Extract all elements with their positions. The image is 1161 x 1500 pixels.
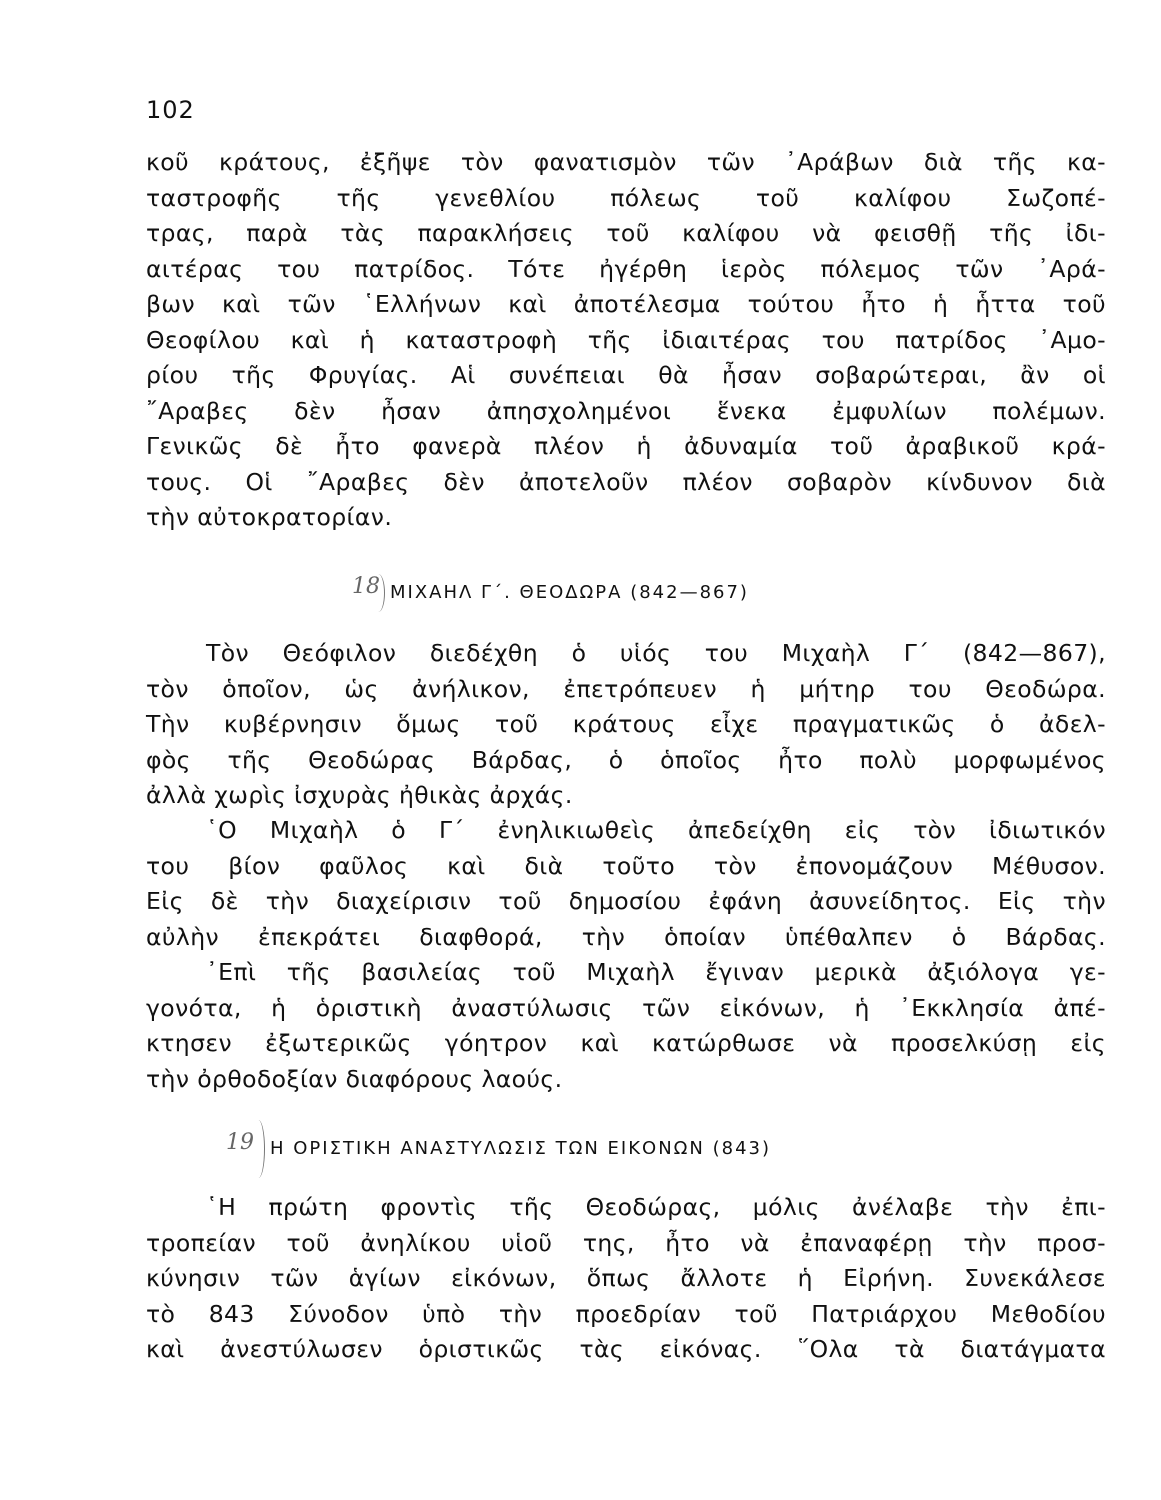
marginal-note-19: 19 <box>226 1130 254 1155</box>
text-line: Εἰς δὲ τὴν διαχείρισιν τοῦ δημοσίου ἐφάνη ἀσυνείδητος. Εἰς τὴν <box>146 887 1106 915</box>
text-line: βων καὶ τῶν ῾Ελλήνων καὶ ἀποτέλεσμα τούτου ἦτο ἡ ἧττα τοῦ <box>146 290 1106 318</box>
marginal-bracket <box>372 574 385 612</box>
text-line: αιτέρας του πατρίδος. Τότε ἠγέρθη ἱερὸς πόλεμος τῶν ᾿Αρά- <box>146 254 1106 283</box>
text-line: του βίον φαῦλος καὶ διὰ τοῦτο τὸν ἐπονομάζουν Μέθυσον. <box>146 851 1106 880</box>
text-line: ῎Αραβες δὲν ἦσαν ἀπησχολημένοι ἕνεκα ἐμφυλίων πολέμων. <box>146 396 1106 425</box>
text-line: γονότα, ἡ ὁριστικὴ ἀναστύλωσις τῶν εἰκόνων, ἡ ᾿Εκκλησία ἀπέ- <box>146 993 1106 1022</box>
text-line: φὸς τῆς Θεοδώρας Βάρδας, ὁ ὁποῖος ἦτο πολὺ μορφωμένος <box>146 745 1106 774</box>
section-heading-icons: Η ΟΡΙΣΤΙΚΗ ΑΝΑΣΤΥΛΩΣΙΣ ΤΩΝ ΕΙΚΟΝΩΝ (843) <box>270 1138 772 1159</box>
text-line: ῾Ο Μιχαὴλ ὁ Γ΄ ἐνηλικιωθεὶς ἀπεδείχθη εἰς τὸν ἰδιωτικόν <box>206 816 1106 844</box>
text-line: ῾Η πρώτη φροντὶς τῆς Θεοδώρας, μόλις ἀνέλαβε τὴν ἐπι- <box>206 1193 1106 1221</box>
section-1-paragraph-3 <box>146 955 1106 1097</box>
text-line: ἀλλὰ χωρὶς ἰσχυρὰς ἠθικὰς ἀρχάς. <box>146 781 573 809</box>
text-line: ρίου τῆς Φρυγίας. Αἱ συνέπειαι θὰ ἦσαν σοβαρώτεραι, ἂν οἱ <box>146 361 1106 389</box>
text-line: αὐλὴν ἐπεκράτει διαφθορά, τὴν ὁποίαν ὑπέθαλπεν ὁ Βάρδας. <box>146 922 1106 951</box>
text-line: Τὸν Θεόφιλον διεδέχθη ὁ υἱός του Μιχαὴλ Γ΄ (842—867), <box>206 639 1106 667</box>
text-line: Τὴν κυβέρνησιν ὅμως τοῦ κράτους εἶχε πραγματικῶς ὁ ἀδελ- <box>146 710 1106 738</box>
text-line: κοῦ κράτους, ἐξῆψε τὸν φανατισμὸν τῶν ᾿Αράβων διὰ τῆς κα- <box>146 148 1106 176</box>
text-line: κύνησιν τῶν ἁγίων εἰκόνων, ὅπως ἄλλοτε ἡ Εἰρήνη. Συνεκάλεσε <box>146 1264 1106 1292</box>
text-line: τὴν αὐτοκρατορίαν. <box>146 503 393 531</box>
text-line: Θεοφίλου καὶ ἡ καταστροφὴ τῆς ἰδιαιτέρας του πατρίδος ᾿Αμο- <box>146 325 1106 354</box>
text-line: τρας, παρὰ τὰς παρακλήσεις τοῦ καλίφου νὰ φεισθῇ τῆς ἰδι- <box>146 219 1106 247</box>
marginal-note-18: 18 <box>352 574 380 599</box>
text-line: τροπείαν τοῦ ἀνηλίκου υἱοῦ της, ἦτο νὰ ἐπαναφέρῃ τὴν προσ- <box>146 1228 1106 1257</box>
paragraph-1 <box>146 145 1106 536</box>
text-line: ταστροφῆς τῆς γενεθλίου πόλεως τοῦ καλίφου Σωζοπέ- <box>146 183 1106 212</box>
text-line: ᾿Επὶ τῆς βασιλείας τοῦ Μιχαὴλ ἔγιναν μερικὰ ἀξιόλογα γε- <box>206 958 1106 986</box>
section-1-paragraph-1 <box>146 636 1106 814</box>
section-heading-michael: ΜΙΧΑΗΛ Γ΄. ΘΕΟΔΩΡΑ (842—867) <box>390 582 749 603</box>
text-line: τὸν ὁποῖον, ὡς ἀνήλικον, ἐπετρόπευεν ἡ μήτηρ του Θεοδώρα. <box>146 674 1106 703</box>
section-2-paragraph <box>146 1190 1106 1368</box>
text-line: τὴν ὀρθοδοξίαν διαφόρους λαούς. <box>146 1064 563 1093</box>
text-line: τους. Οἱ ῎Αραβες δὲν ἀποτελοῦν πλέον σοβαρὸν κίνδυνον διὰ <box>146 467 1106 496</box>
text-line: κτησεν ἐξωτερικῶς γόητρον καὶ κατώρθωσε νὰ προσελκύσῃ εἰς <box>146 1029 1106 1057</box>
text-line: τὸ 843 Σύνοδον ὑπὸ τὴν προεδρίαν τοῦ Πατριάρχου Μεθοδίου <box>146 1299 1106 1328</box>
page-number: 102 <box>146 96 195 124</box>
text-line: καὶ ἀνεστύλωσεν ὁριστικῶς τὰς εἰκόνας. ῞Ολα τὰ διατάγματα <box>146 1335 1106 1363</box>
section-1-paragraph-2 <box>146 813 1106 955</box>
text-line: Γενικῶς δὲ ἦτο φανερὰ πλέον ἡ ἀδυναμία τοῦ ἀραβικοῦ κρά- <box>146 432 1106 460</box>
marginal-bracket <box>252 1120 265 1178</box>
